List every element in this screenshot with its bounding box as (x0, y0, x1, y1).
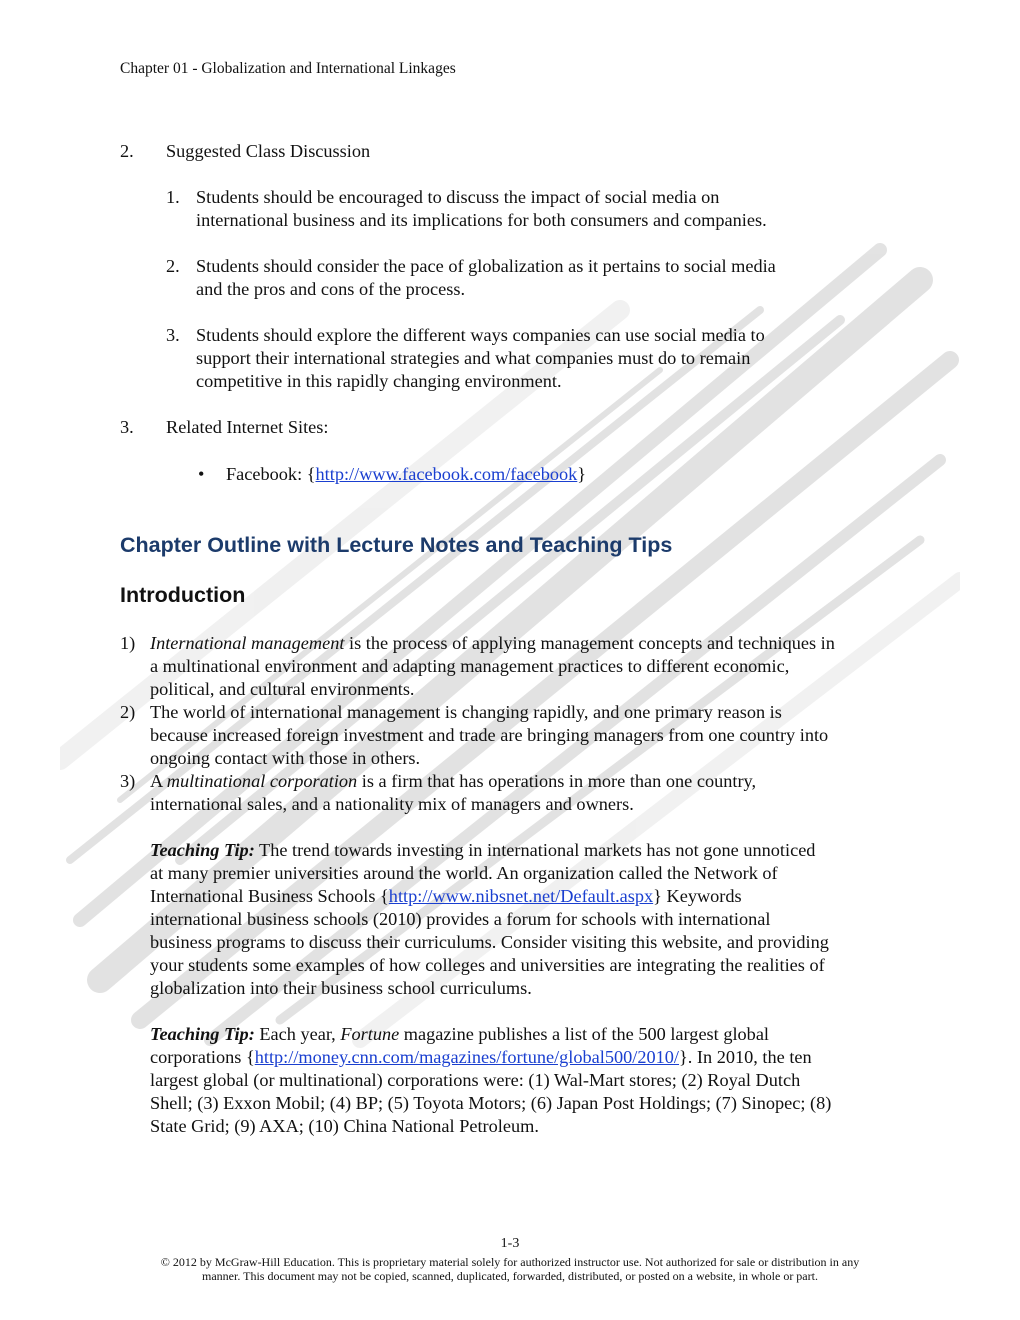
point-line: is a firm that has operations in more than one country, (357, 771, 757, 791)
list-item-line: support their international strategies and what companies must do to remain (196, 348, 751, 368)
list-item-line: and the pros and cons of the process. (196, 279, 466, 299)
tip-line: corporations { (150, 1047, 255, 1067)
point-line: The world of international management is changing rapidly, and one primary reason is (150, 702, 782, 722)
tip-line: at many premier universities around the world. An organization called the Network of (150, 863, 778, 883)
facebook-link[interactable]: http://www.facebook.com/facebook (315, 464, 578, 484)
section-title: Suggested Class Discussion (166, 141, 371, 161)
section-title: Related Internet Sites: (166, 417, 329, 437)
tip-line: business programs to discuss their curriculums. Consider visiting this website, and providing (150, 932, 829, 952)
list-item (196, 324, 765, 393)
point-term: multinational corporation (166, 771, 358, 791)
tip-line: your students some examples of how colleges and universities are integrating the realities of (150, 955, 825, 975)
point-item (150, 632, 835, 701)
list-number: 2. (166, 256, 180, 276)
tip-line: International Business Schools { (150, 886, 389, 906)
tip-line: international business schools (2010) provides a forum for schools with international (150, 909, 771, 929)
brace-open: { (306, 464, 316, 484)
point-number: 3) (120, 771, 136, 791)
intro-heading: Introduction (120, 583, 246, 607)
point-item (150, 770, 756, 816)
tip-line: State Grid; (9) AXA; (10) China National Petroleum. (150, 1116, 539, 1136)
list-item (196, 186, 767, 232)
tip-line: magazine publishes a list of the 500 largest global (399, 1024, 770, 1044)
list-item (196, 255, 776, 301)
list-item-line: competitive in this rapidly changing environment. (196, 371, 562, 391)
point-line: a multinational environment and adapting management practices to different economic, (150, 656, 790, 676)
point-line: because increased foreign investment and trade are bringing managers from one country into (150, 725, 829, 745)
tip-line: }. In 2010, the ten (679, 1047, 812, 1067)
point-line: A (150, 771, 167, 791)
tip-label: Teaching Tip: (150, 1024, 255, 1044)
point-line: is the process of applying management concepts and techniques in (344, 633, 835, 653)
footer-line: manner. This document may not be copied, scanned, duplicated, forwarded, distributed, or posted on a website, in whole or part. (202, 1269, 818, 1283)
brace-close: } (577, 464, 587, 484)
tip-line: Shell; (3) Exxon Mobil; (4) BP; (5) Toyota Motors; (6) Japan Post Holdings; (7) Sinopec; (8) (150, 1093, 832, 1113)
bullet-item (226, 463, 586, 486)
list-item-line: Students should consider the pace of globalization as it pertains to social media (196, 256, 776, 276)
section-number: 3. (120, 417, 134, 437)
tip-line: The trend towards investing in international markets has not gone unnoticed (254, 840, 816, 860)
tip-line: globalization into their business school curriculums. (150, 978, 532, 998)
tip-line: } Keywords (653, 886, 742, 906)
tip-line: Each year, (254, 1024, 341, 1044)
bullet-label: Facebook: (226, 464, 307, 484)
point-line: international sales, and a nationality mix of managers and owners. (150, 794, 634, 814)
point-line: ongoing contact with those in others. (150, 748, 421, 768)
point-item (150, 701, 828, 770)
tip-label: Teaching Tip: (150, 840, 255, 860)
outline-heading: Chapter Outline with Lecture Notes and Teaching Tips (120, 533, 673, 557)
fortune-title: Fortune (340, 1024, 400, 1044)
section-number: 2. (120, 141, 134, 161)
teaching-tip (150, 1023, 831, 1138)
page-header: Chapter 01 - Globalization and International Linkages (120, 60, 456, 77)
copyright-footer (100, 1255, 920, 1283)
bullet-icon: • (198, 464, 205, 484)
list-item-line: Students should be encouraged to discuss the impact of social media on (196, 187, 720, 207)
list-number: 3. (166, 325, 180, 345)
footer-line: © 2012 by McGraw-Hill Education. This is proprietary material solely for authorized instructor use. Not authorized for sale or distribution in any (160, 1255, 860, 1269)
list-item-line: Students should explore the different ways companies can use social media to (196, 325, 765, 345)
teaching-tip (150, 839, 829, 1000)
tip-line: largest global (or multinational) corporations were: (1) Wal-Mart stores; (2) Royal Dutch (150, 1070, 801, 1090)
point-number: 2) (120, 702, 136, 722)
page-number: 1-3 (500, 1236, 520, 1251)
list-number: 1. (166, 187, 180, 207)
point-number: 1) (120, 633, 136, 653)
list-item-line: international business and its implications for both consumers and companies. (196, 210, 767, 230)
point-term: International management (150, 633, 345, 653)
fortune-link[interactable]: http://money.cnn.com/magazines/fortune/global500/2010/ (254, 1047, 680, 1067)
nibsnet-link[interactable]: http://www.nibsnet.net/Default.aspx (388, 886, 654, 906)
point-line: political, and cultural environments. (150, 679, 415, 699)
